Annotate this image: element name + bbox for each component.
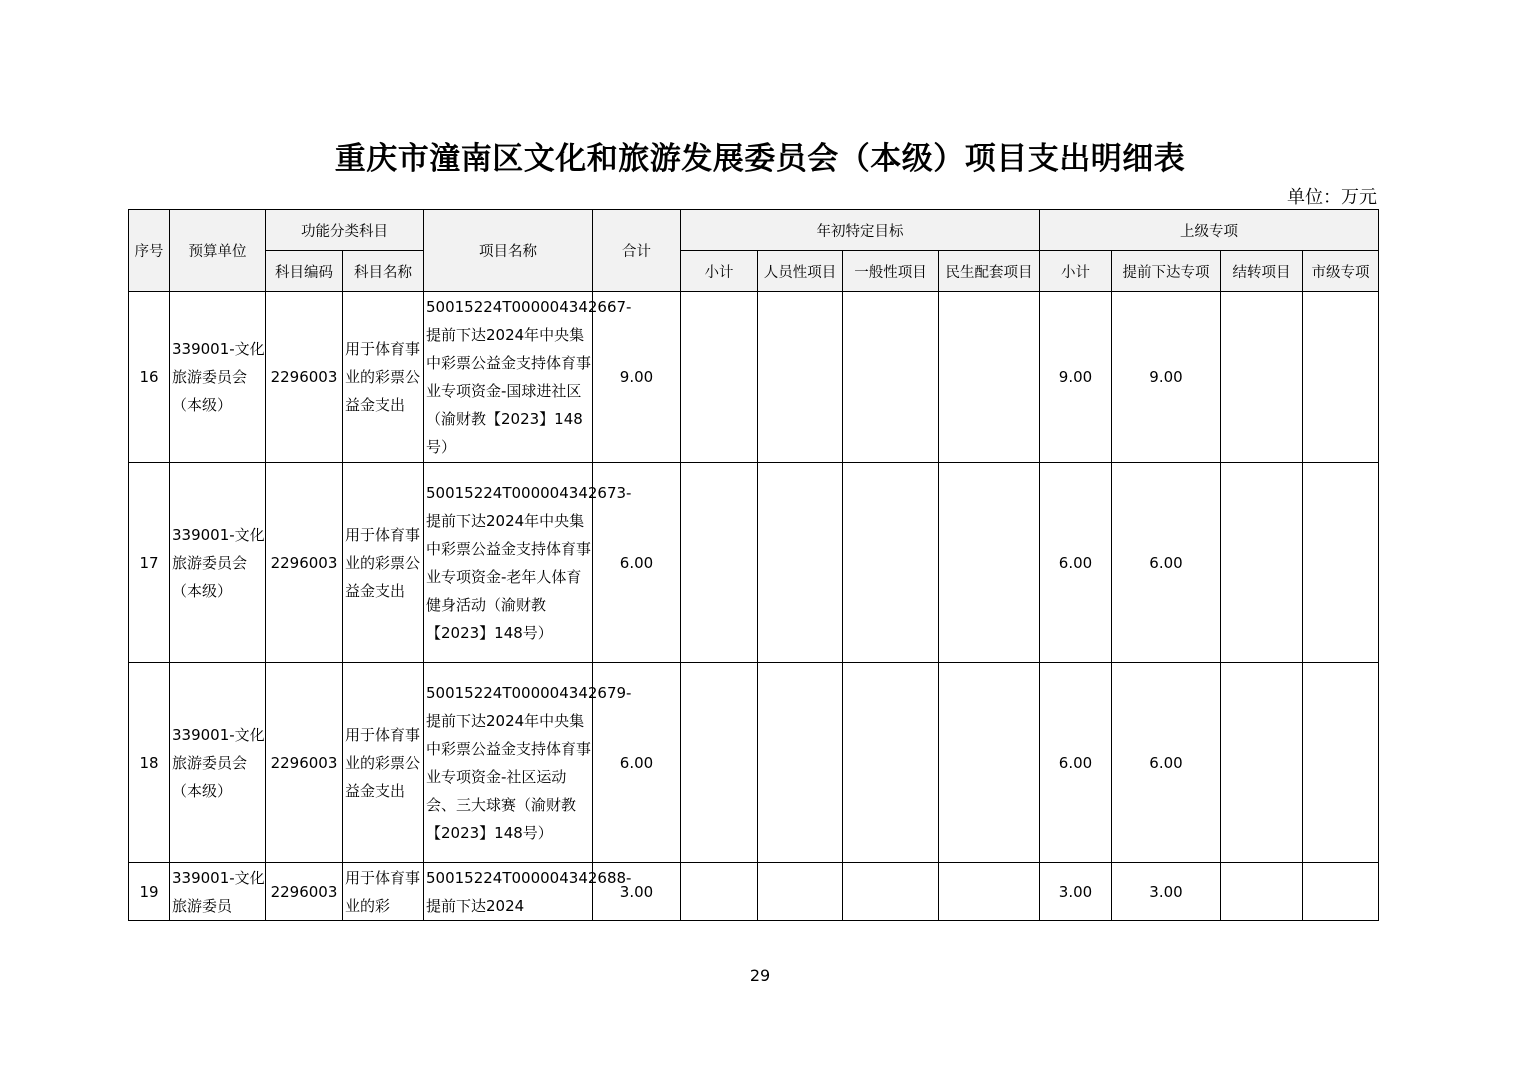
cell-livelihood	[939, 863, 1040, 921]
cell-livelihood	[939, 663, 1040, 863]
header-total: 合计	[593, 210, 681, 292]
header-seq: 序号	[129, 210, 170, 292]
cell-annual-subtotal	[681, 463, 758, 663]
cell-total: 6.00	[593, 663, 681, 863]
cell-subject: 用于体育事业的彩票公益金支出	[343, 463, 424, 663]
cell-seq: 16	[129, 292, 170, 463]
cell-seq: 19	[129, 863, 170, 921]
cell-project: 50015224T000004342673-提前下达2024年中央集中彩票公益金支持体育事业专项资金-老年人体育健身活动（渝财教【2023】148号）	[424, 463, 593, 663]
cell-total: 9.00	[593, 292, 681, 463]
header-annual-group: 年初特定目标	[681, 210, 1040, 251]
cell-seq: 18	[129, 663, 170, 863]
header-code: 科目编码	[266, 251, 343, 292]
header-project: 项目名称	[424, 210, 593, 292]
header-carryover: 结转项目	[1221, 251, 1303, 292]
header-subject: 科目名称	[343, 251, 424, 292]
cell-superior-subtotal: 6.00	[1040, 463, 1112, 663]
cell-subject: 用于体育事业的彩票公益金支出	[343, 292, 424, 463]
cell-carryover	[1221, 463, 1303, 663]
cell-project: 50015224T000004342688-提前下达2024	[424, 863, 593, 921]
header-func-group: 功能分类科目	[266, 210, 424, 251]
cell-general	[843, 463, 939, 663]
table-row	[129, 863, 1379, 921]
cell-city	[1303, 863, 1379, 921]
table-row	[129, 463, 1379, 663]
cell-superior-subtotal: 9.00	[1040, 292, 1112, 463]
cell-personnel	[758, 463, 843, 663]
budget-table	[128, 209, 1379, 921]
cell-unit-name: 339001-文化旅游委员会（本级）	[170, 292, 266, 463]
cell-code: 2296003	[266, 663, 343, 863]
cell-carryover	[1221, 863, 1303, 921]
header-advance: 提前下达专项	[1112, 251, 1221, 292]
cell-personnel	[758, 663, 843, 863]
cell-code: 2296003	[266, 863, 343, 921]
cell-unit-name: 339001-文化旅游委员会（本级）	[170, 663, 266, 863]
cell-livelihood	[939, 292, 1040, 463]
cell-seq: 17	[129, 463, 170, 663]
cell-code: 2296003	[266, 463, 343, 663]
cell-unit-name: 339001-文化旅游委员	[170, 863, 266, 921]
cell-personnel	[758, 292, 843, 463]
header-annual-subtotal: 小计	[681, 251, 758, 292]
cell-subject: 用于体育事业的彩票公益金支出	[343, 663, 424, 863]
page-title: 重庆市潼南区文化和旅游发展委员会（本级）项目支出明细表	[334, 141, 1186, 177]
cell-code: 2296003	[266, 292, 343, 463]
header-superior-group: 上级专项	[1040, 210, 1379, 251]
header-unit-name: 预算单位	[170, 210, 266, 292]
cell-city	[1303, 663, 1379, 863]
cell-subject: 用于体育事业的彩	[343, 863, 424, 921]
cell-advance: 9.00	[1112, 292, 1221, 463]
cell-superior-subtotal: 3.00	[1040, 863, 1112, 921]
cell-livelihood	[939, 463, 1040, 663]
table-header	[129, 210, 1379, 292]
cell-total: 3.00	[593, 863, 681, 921]
cell-personnel	[758, 863, 843, 921]
header-general: 一般性项目	[843, 251, 939, 292]
cell-city	[1303, 463, 1379, 663]
cell-city	[1303, 292, 1379, 463]
cell-project: 50015224T000004342667-提前下达2024年中央集中彩票公益金支持体育事业专项资金-国球进社区（渝财教【2023】148号）	[424, 292, 593, 463]
header-city: 市级专项	[1303, 251, 1379, 292]
cell-annual-subtotal	[681, 292, 758, 463]
table-row	[129, 663, 1379, 863]
header-livelihood: 民生配套项目	[939, 251, 1040, 292]
unit-label: 单位：万元	[1287, 187, 1377, 208]
header-superior-subtotal: 小计	[1040, 251, 1112, 292]
cell-advance: 6.00	[1112, 463, 1221, 663]
page-number: 29	[749, 966, 771, 985]
cell-general	[843, 292, 939, 463]
cell-annual-subtotal	[681, 863, 758, 921]
cell-advance: 6.00	[1112, 663, 1221, 863]
table-row	[129, 292, 1379, 463]
cell-general	[843, 863, 939, 921]
cell-project: 50015224T000004342679-提前下达2024年中央集中彩票公益金支持体育事业专项资金-社区运动会、三大球赛（渝财教【2023】148号）	[424, 663, 593, 863]
cell-total: 6.00	[593, 463, 681, 663]
cell-carryover	[1221, 292, 1303, 463]
cell-unit-name: 339001-文化旅游委员会（本级）	[170, 463, 266, 663]
cell-advance: 3.00	[1112, 863, 1221, 921]
header-personnel: 人员性项目	[758, 251, 843, 292]
cell-general	[843, 663, 939, 863]
cell-annual-subtotal	[681, 663, 758, 863]
cell-superior-subtotal: 6.00	[1040, 663, 1112, 863]
cell-carryover	[1221, 663, 1303, 863]
